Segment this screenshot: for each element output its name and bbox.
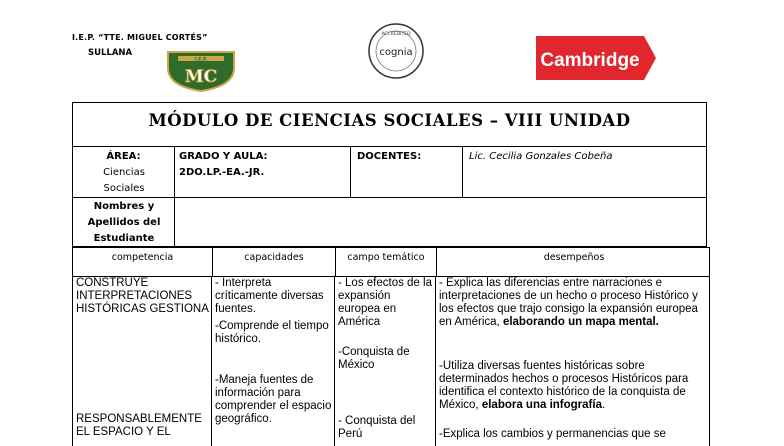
crest-initials: MC	[184, 67, 218, 87]
tema-item: - Los efectos de la expansión europea en América	[338, 277, 432, 328]
desempeno-item	[439, 277, 707, 329]
desempeno-task: elaborando un mapa mental.	[502, 316, 659, 328]
area-value: Ciencias Sociales	[103, 167, 145, 194]
desempeno-task: elabora una infografía	[481, 399, 602, 411]
tema-item: - Conquista del Perú	[338, 415, 416, 440]
info-row	[72, 146, 707, 198]
cognia-ring-text: ACCREDITED	[381, 32, 411, 37]
desempeno-item	[439, 360, 707, 412]
student-name-field[interactable]	[175, 198, 708, 246]
table-header	[72, 247, 710, 277]
school-city: SULLANA	[88, 48, 133, 58]
student-name-row	[72, 197, 707, 247]
desempenos-column	[436, 276, 709, 446]
competencia-item: CONSTRUYE INTERPRETACIONES HISTÓRICAS GESTIONA	[76, 277, 209, 315]
desempeno-item: -Explica los cambios y permanencias que se	[439, 428, 666, 440]
header-capacidades: capacidades	[213, 248, 336, 276]
teachers-cell	[351, 147, 463, 197]
tema-item: -Conquista de México	[338, 346, 410, 371]
cognia-accreditation-seal	[367, 22, 425, 80]
school-name: I.E.P. “TTE. MIGUEL CORTÉS”	[72, 33, 208, 42]
teachers-label: DOCENTES:	[357, 151, 422, 162]
area-cell	[73, 147, 175, 197]
desempeno-text: -Utiliza diversas fuentes históricas sobre determinados hechos o procesos Históricos para identifica el contexto histórico de la conquista de México,	[439, 360, 689, 411]
student-label: Nombres y Apellidos del Estudiante	[87, 201, 161, 244]
competencia-item: RESPONSABLEMENTE EL ESPACIO Y EL	[76, 413, 202, 438]
cambridge-logo	[536, 36, 656, 80]
cognia-text: cognia	[379, 47, 413, 58]
campo-tematico-column	[335, 276, 436, 446]
capacidad-item: -Maneja fuentes de información para comprender el espacio geográfico.	[215, 374, 332, 425]
capacidad-item: - Interpreta críticamente diversas fuentes.	[215, 277, 324, 315]
table-body	[72, 276, 710, 446]
cambridge-text: Cambridge	[540, 50, 640, 71]
grade-value: 2DO.LP.-EA.-JR.	[179, 167, 265, 178]
competencia-column	[73, 276, 212, 446]
module-title: MÓDULO DE CIENCIAS SOCIALES – VIII UNIDAD	[148, 111, 631, 130]
teachers-value-cell	[463, 147, 708, 197]
crest-banner: I.E.P.	[194, 57, 208, 63]
header-competencia: competencia	[73, 248, 213, 276]
school-crest-logo	[166, 48, 236, 92]
student-label-cell	[73, 198, 175, 246]
area-label: ÁREA:	[106, 151, 141, 162]
teachers-value: Lic. Cecilia Gonzales Cobeña	[469, 151, 613, 162]
module-title-box	[72, 102, 707, 147]
header-desempenos: desempeños	[543, 252, 605, 263]
header-campo-tematico: campo temático	[336, 248, 437, 276]
grade-cell	[175, 147, 351, 197]
capacidad-item: -Comprende el tiempo histórico.	[215, 320, 329, 345]
grade-label: GRADO Y AULA:	[179, 151, 268, 162]
desempeno-end: .	[601, 399, 606, 411]
desempeno-text: - Explica las diferencias entre narraciones e interpretaciones de un hecho o proceso Histórico y los efectos que trajo consigo la expansión europea en América,	[439, 277, 698, 328]
capacidades-column	[212, 276, 335, 446]
